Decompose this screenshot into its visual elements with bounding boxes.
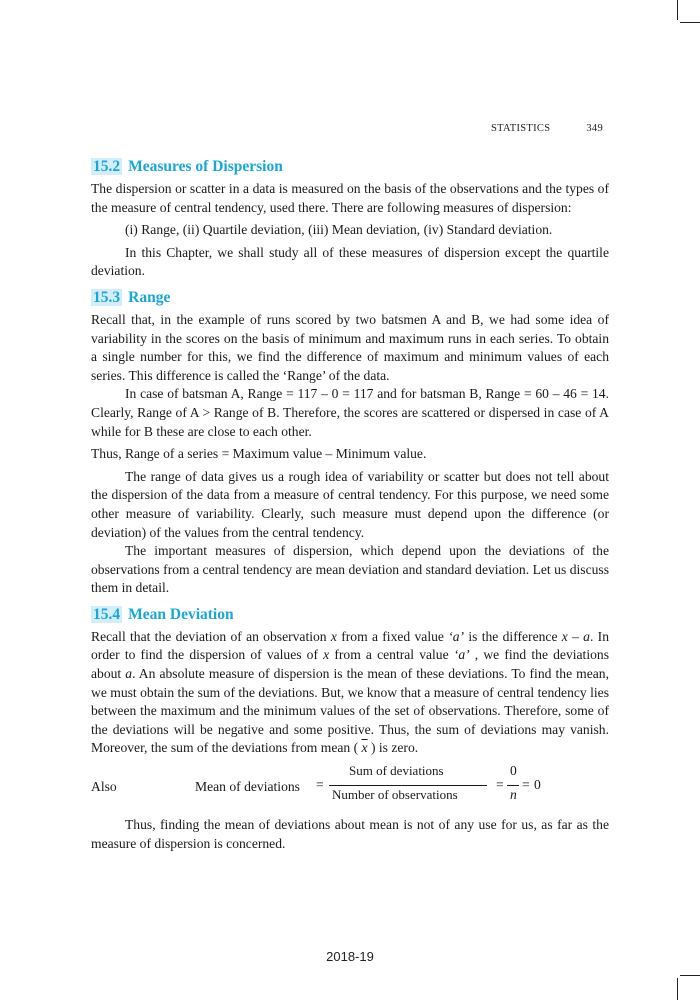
math-var: a	[125, 666, 133, 682]
equals-sign: =	[496, 777, 504, 793]
section-title: Measures of Dispersion	[128, 158, 283, 175]
crop-mark	[677, 978, 678, 1000]
section-title: Range	[128, 288, 171, 306]
text-run: from a fixed value	[336, 628, 449, 644]
section-number: 15.3	[93, 288, 121, 306]
equals-sign: =	[316, 777, 324, 793]
paragraph: Thus, finding the mean of deviations about mean is not of any use for us, as far as the measure of dispersion is concerned.	[91, 817, 609, 851]
mean-of-deviations-formula	[91, 763, 609, 810]
fraction-denominator: n	[510, 787, 517, 803]
text-run: ) is zero.	[367, 740, 419, 756]
fraction-denominator: Number of observations	[332, 787, 458, 803]
section-heading-dispersion	[91, 154, 609, 180]
crop-mark	[680, 975, 700, 976]
page-number: 349	[586, 123, 603, 134]
math-expr: x – a	[561, 628, 590, 644]
math-var: ‘a’	[453, 647, 470, 663]
header-title: STATISTICS	[491, 123, 551, 134]
equals-sign: =	[522, 777, 530, 793]
section-number: 15.2	[93, 158, 121, 175]
page-body	[91, 154, 609, 853]
section-heading-range	[91, 285, 609, 311]
running-header	[491, 123, 603, 134]
math-var: x	[323, 647, 330, 663]
formula-lead: Also	[91, 779, 117, 795]
mean-symbol: $\overline{x}$	[361, 740, 368, 756]
crop-mark	[680, 22, 700, 23]
math-var: ‘a’	[448, 628, 465, 644]
footer-year: 2018-19	[326, 949, 374, 964]
math-var: x	[330, 628, 337, 644]
paragraph: The dispersion or scatter in a data is measured on the basis of the observations and the types of the measure of central tendency, used there. There are following measures of dispersion:	[91, 181, 609, 215]
formula-label: Mean of deviations	[195, 779, 300, 795]
paragraph: In this Chapter, we shall study all of these measures of dispersion except the quartile deviation.	[91, 244, 609, 279]
paragraph: The range of data gives us a rough idea of variability or scatter but does not tell about the dispersion of the data from a measure of central tendency. For this purpose, we need some other measure of variability. Clearly, such measure must depend upon the difference (or deviation) of the values from the central tendency.	[91, 468, 609, 540]
formula-result: 0	[534, 777, 541, 793]
text-run: Recall that the deviation of an observation	[91, 628, 331, 644]
text-run: . An absolute measure of dispersion is the mean of these deviations. To find the mean, we must obtain the sum of the deviations. But, we know that a measure of central tendency lies between the maximum and the minimum values of the set of observations. Therefore, some of the deviations will be negative and some positive. Thus, the sum of deviations may vanish. Moreover, the sum of the deviations from mean (	[91, 666, 610, 756]
text-run: is the difference	[464, 628, 562, 644]
paragraph	[91, 628, 609, 758]
section-heading-mean-deviation	[91, 602, 609, 628]
paragraph: In case of batsman A, Range = 117 – 0 = 117 and for batsman B, Range = 60 – 46 = 14. Clearly, Range of A > Range of B. Therefore, the scores are scattered or dispersed in case of A while for B these are close to each other.	[91, 386, 609, 439]
section-title: Mean Deviation	[128, 605, 234, 623]
text-run: from a central value	[329, 647, 454, 663]
fraction-numerator: Sum of deviations	[349, 763, 444, 779]
measures-list: (i) Range, (ii) Quartile deviation, (iii) Mean deviation, (iv) Standard deviation.	[125, 222, 553, 238]
text-run: , we find the deviations about	[91, 647, 609, 682]
text-run: . In order to find the dispersion of values of	[91, 628, 609, 663]
section-number: 15.4	[93, 605, 121, 623]
paragraph: Recall that, in the example of runs scored by two batsmen A and B, we had some idea of variability in the scores on the basis of minimum and maximum runs in each series. To obtain a single number for this, we find the difference of maximum and minimum values of each series. This difference is called the ‘Range’ of the data.	[91, 311, 609, 383]
paragraph: The important measures of dispersion, which depend upon the deviations of the observations from a central tendency are mean deviation and standard deviation. Let us discuss them in detail.	[91, 543, 609, 596]
crop-mark	[677, 0, 678, 20]
range-definition: Thus, Range of a series = Maximum value – Minimum value.	[91, 446, 427, 462]
fraction-numerator: 0	[510, 763, 517, 779]
